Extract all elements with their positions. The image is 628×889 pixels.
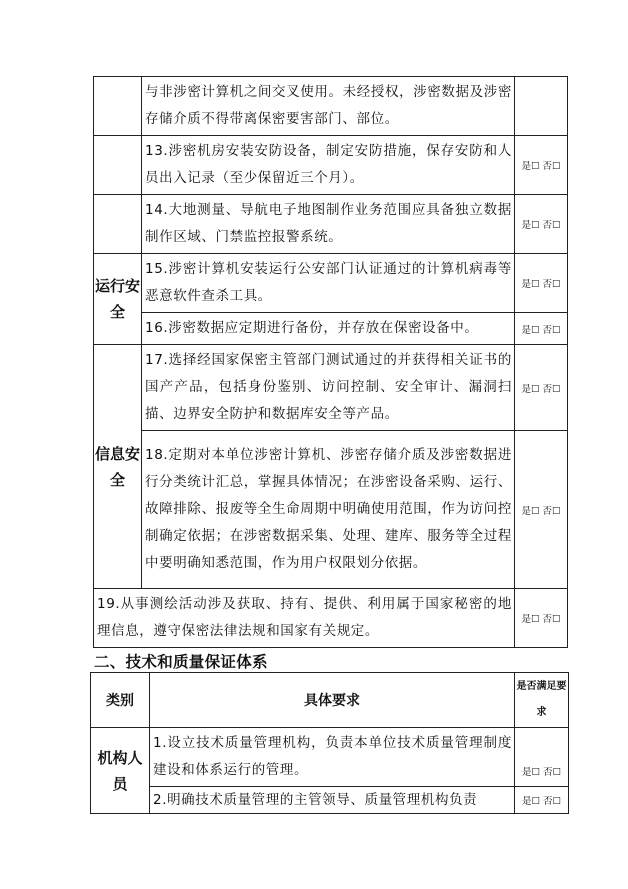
answer-checkboxes[interactable]: 是☐ 否☐ xyxy=(515,787,569,814)
requirement-cell: 15.涉密计算机安装运行公安部门认证通过的计算机病毒等恶意软件查杀工具。 xyxy=(142,254,515,313)
category-cell xyxy=(94,136,142,195)
answer-checkboxes[interactable]: 是☐ 否☐ xyxy=(515,313,568,345)
requirement-cell: 19.从事测绘活动涉及获取、持有、提供、利用属于国家秘密的地理信息，遵守保密法律法规和国家有关规定。 xyxy=(94,589,515,648)
requirement-cell: 17.选择经国家保密主管部门测试通过的并获得相关证书的国产产品，包括身份鉴别、访问控制、安全审计、漏洞扫描、边界安全防护和数据库安全等产品。 xyxy=(142,345,515,431)
section-title: 二、技术和质量保证体系 xyxy=(94,653,268,671)
answer-checkboxes[interactable]: 是☐ 否☐ xyxy=(515,431,568,589)
requirement-cell: 16.涉密数据应定期进行备份，并存放在保密设备中。 xyxy=(142,313,515,345)
header-category: 类别 xyxy=(91,673,150,728)
requirement-cell: 13.涉密机房安装安防设备，制定安防措施，保存安防和人员出入记录（至少保留近三个月）。 xyxy=(142,136,515,195)
security-requirements-table xyxy=(93,76,568,648)
requirement-cell: 14.大地测量、导航电子地图制作业务范围应具备独立数据制作区域、门禁监控报警系统。 xyxy=(142,195,515,254)
answer-cell xyxy=(515,77,568,136)
requirement-cell: 18.定期对本单位涉密计算机、涉密存储介质及涉密数据进行分类统计汇总，掌握具体情况；在涉密设备采购、运行、故障排除、报废等全生命周期中明确使用范围，作为访问控制确定依据；在涉密数据采集、处理、建库、服务等全过程中要明确知悉范围，作为用户权限划分依据。 xyxy=(142,431,515,589)
header-answer: 是否满足要求 xyxy=(515,673,569,728)
category-cell xyxy=(94,195,142,254)
category-organization-personnel: 机构人员 xyxy=(91,728,150,814)
quality-assurance-table xyxy=(90,672,569,814)
requirement-cell: 2.明确技术质量管理的主管领导、质量管理机构负责 xyxy=(150,787,515,814)
answer-checkboxes[interactable]: 是☐ 否☐ xyxy=(515,589,568,648)
answer-checkboxes[interactable]: 是☐ 否☐ xyxy=(515,136,568,195)
answer-checkboxes[interactable]: 是☐ 否☐ xyxy=(515,345,568,431)
category-cell xyxy=(94,77,142,136)
answer-checkboxes[interactable]: 是☐ 否☐ xyxy=(515,254,568,313)
requirement-cell: 1.设立技术质量管理机构，负责本单位技术质量管理制度建设和体系运行的管理。 xyxy=(150,728,515,787)
answer-checkboxes[interactable]: 是☐ 否☐ xyxy=(515,728,569,787)
requirement-cell: 与非涉密计算机之间交叉使用。未经授权，涉密数据及涉密存储介质不得带离保密要害部门、部位。 xyxy=(142,77,515,136)
category-operation-security: 运行安全 xyxy=(94,254,142,345)
category-information-security: 信息安全 xyxy=(94,345,142,589)
answer-checkboxes[interactable]: 是☐ 否☐ xyxy=(515,195,568,254)
header-requirement: 具体要求 xyxy=(150,673,515,728)
